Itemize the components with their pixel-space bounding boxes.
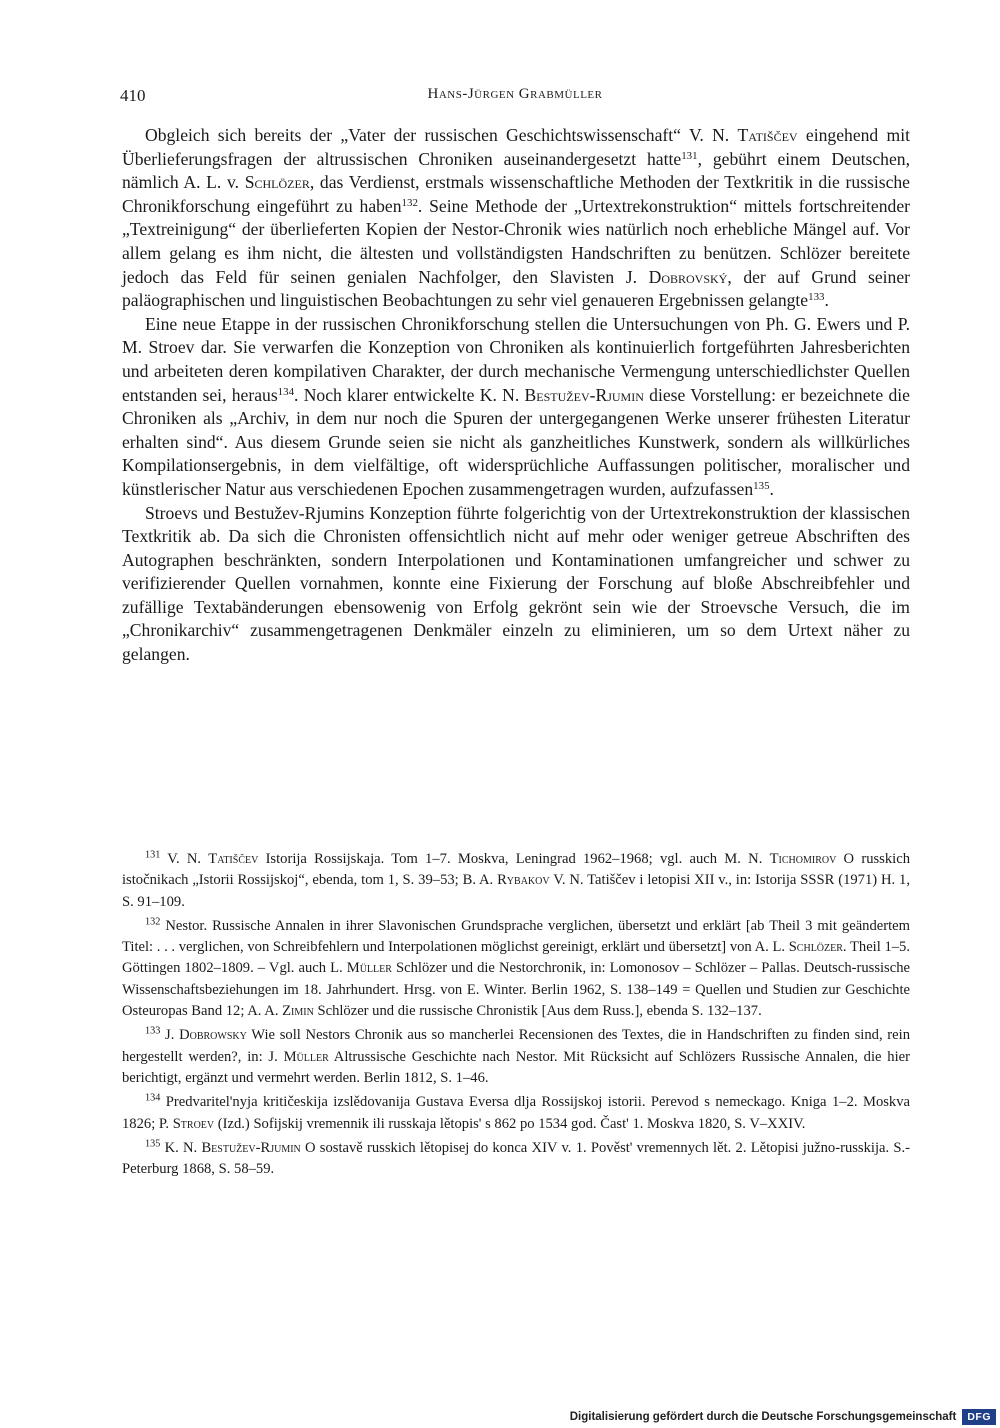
footnote-131 (122, 849, 910, 913)
footnote-134 (122, 1092, 910, 1135)
footnote-ref: 134 (277, 385, 295, 398)
footnote-number: 132 (145, 916, 161, 928)
text-run: K. N. (160, 1139, 202, 1156)
footnote-ref: 132 (401, 196, 418, 209)
text-run: Wie soll Nestors Chronik aus so mancherlei Recensionen des Textes, die in Handschriften zu finden sind, rein hergestellt werden?, in: J. (122, 1027, 910, 1065)
footnote-number: 134 (145, 1092, 161, 1104)
text-run: Istorija Rossijskaja. Tom 1–7. Moskva, Leningrad 1962–1968; vgl. auch M. N. (258, 851, 770, 867)
footnote-132 (122, 916, 910, 1022)
footnote-ref: 135 (753, 479, 770, 492)
text-run: eingehend mit Überlieferungsfragen der altrussischen Chroniken auseinandergesetzt hatte (122, 125, 910, 169)
text-run: (Izd.) Sofijskij vremennik ili russkaja lětopis' s 862 po 1534 god. Čast' 1. Moskva 1820, S. V–XXIV. (214, 1115, 806, 1132)
author-name: Dobrovský (648, 266, 728, 287)
page-header (120, 86, 910, 110)
text-run: O russkich istočnikach „Istorii Rossijskoj“, ebenda, tom 1, S. 39–53; B. A. (122, 851, 910, 889)
author-name: Dobrowsky (179, 1027, 247, 1044)
author-name: Rybakov (497, 872, 550, 889)
footnotes (122, 849, 910, 1183)
text-run: V. N. Tatiščev i letopisi XII v., in: Istorija SSSR (1971) H. 1, S. 91–109. (122, 872, 910, 910)
main-text (122, 124, 910, 667)
author-name: Tatiščev (737, 125, 798, 145)
footnote-ref: 131 (681, 149, 698, 162)
footnote-ref: 133 (808, 291, 825, 304)
text-run: Predvaritel'nyja kritičeskija izslědovanija Gustava Eversa dlja Rossijskoj istorii. Perevod s nemeckago. Kniga 1–2. Moskva 1826; P. (122, 1094, 910, 1132)
footnote-number: 131 (145, 849, 161, 861)
paragraph-1 (122, 124, 910, 313)
author-name: Tatiščev (208, 851, 259, 867)
digitization-footer (564, 1406, 1000, 1428)
footnote-number: 135 (145, 1138, 161, 1150)
text-run: . Noch klarer entwickelte K. N. (294, 384, 525, 405)
running-head: Hans-Jürgen Grabmüller (427, 86, 603, 102)
author-name: Zimin (282, 1003, 314, 1020)
text-run: J. (160, 1027, 180, 1044)
text-run: . Theil 1–5. Göttingen 1802–1809. – Vgl. auch L. (122, 939, 910, 977)
author-name: Stroev (172, 1115, 215, 1132)
text-run: Schlözer und die Nestorchronik, in: Lomonosov – Schlözer – Pallas. Deutsch-russische Wissenschaftsbeziehungen im 18. Jahrhundert. Hrsg. von E. Winter. Berlin 1962, S. 138–149 = Quellen und Studien zur Geschichte Osteuropas Band 12; A. A. (122, 960, 910, 1020)
footnote-133 (122, 1025, 910, 1089)
author-name: Tichomirov (769, 851, 837, 867)
page-number: 410 (120, 86, 146, 105)
author-name: Schlözer (244, 172, 310, 193)
paragraph-3 (122, 502, 910, 667)
text-run: Stroevs und Bestužev-Rjumins Konzeption führte folgerichtig von der Urtextrekonstruktion der klassischen Textkritik ab. Da sich die Chronisten offensichtlich nicht auf mehr oder weniger getreue Abschriften des Autographen beschränkten, sondern Interpolationen und Kontaminationen umfangreicher und schwer zu verifizierender Quellen vornahmen, konnte eine Fixierung der Forschung auf bloße Abschreibfehler und zufällige Textabänderungen ebensowenig von Erfolg gekrönt sein wie der Stroevsche Versuch, die im „Chronikarchiv“ zusammengetragenen Denkmäler einzeln zu eliminieren, um so dem Urtext näher zu gelangen. (122, 502, 910, 665)
text-run: , gebührt einem Deutschen, nämlich A. L. v. (122, 148, 910, 193)
text-run: , das Verdienst, erstmals wissenschaftliche Methoden der Textkritik in die russische Chronikforschung eingeführt zu haben (122, 172, 910, 216)
text-run: V. N. (160, 851, 209, 867)
paragraph-2 (122, 313, 910, 502)
text-run: . (824, 290, 829, 311)
text-run: Obgleich sich bereits der „Vater der russischen Geschichtswissenschaft“ V. N. (145, 125, 738, 145)
text-run: Altrussische Geschichte nach Nestor. Mit Rücksicht auf Schlözers Russische Annalen, die hier berichtigt, ergänzt und vermehrt werden. Berlin 1812, S. 1–46. (122, 1048, 910, 1086)
text-run: diese Vorstellung: er bezeichnete die Chroniken als „Archiv, in dem nur noch die Spuren der untergegangenen Werke unserer frühesten Literatur erhalten sind“. Aus diesem Grunde seien sie nicht als ganzheitliches Kunstwerk, sondern als willkürliches Kompilationsergebnis, in dem vielfältige, oft widersprüchliche Auffassungen politischer, moralischer und künstlerischer Natur aus verschiedenen Epochen zusammengetragen wurden, aufzufassen (122, 384, 910, 499)
author-name: Müller (346, 960, 392, 977)
text-run: . (769, 478, 774, 499)
author-name: Schlözer (788, 939, 843, 956)
footnote-number: 133 (145, 1025, 161, 1037)
text-run: . Seine Methode der „Urtextrekonstruktion“ mittels fortschreitender „Textreinigung“ der überlieferten Kopien der Nestor-Chronik wies natürlich noch erhebliche Mängel auf. Vor allem gelang es ihm nicht, die ältesten und vollständigsten Handschriften zu benützen. Schlözer bereitete jedoch das Feld für seinen genialen Nachfolger, den Slavisten J. (122, 195, 910, 287)
author-name: Bestužev-Rjumin (201, 1139, 301, 1156)
text-run: O sostavě russkich lětopisej do konca XIV v. 1. Pověst' vremennych lět. 2. Lětopisi južno-russkija. S.-Peterburg 1868, S. 58–59. (122, 1139, 910, 1178)
text-run: , der auf Grund seiner paläographischen und linguistischen Beobachtungen zu sehr viel genaueren Ergebnissen gelangte (122, 266, 910, 311)
author-name: Müller (283, 1048, 329, 1065)
text-run: Nestor. Russische Annalen in ihrer Slavonischen Grundsprache verglichen, übersetzt und erklärt [ab Theil 3 mit geändertem Titel: . . . verglichen, von Schreibfehlern und Interpolationen möglichst gereinigt, erklärt und übersetzt] von A. L. (122, 917, 910, 956)
funding-credit: Digitalisierung gefördert durch die Deutsche Forschungsgemeinschaft (569, 1411, 957, 1423)
footnote-135 (122, 1138, 910, 1181)
text-run: Eine neue Etappe in der russischen Chronikforschung stellen die Untersuchungen von Ph. G. Ewers und P. M. Stroev dar. Sie verwarfen die Konzeption von Chroniken als kontinuierlich fortgeführten Jahresberichten und arbeiteten deren kompilativen Charakter, der durch mechanische Vermengung unterschiedlichster Quellen entstanden sei, heraus (122, 313, 910, 405)
dfg-logo: DFG (962, 1409, 996, 1425)
author-name: Bestužev-Rjumin (524, 384, 644, 405)
text-run: Schlözer und die russische Chronistik [Aus dem Russ.], ebenda S. 132–137. (313, 1003, 762, 1020)
